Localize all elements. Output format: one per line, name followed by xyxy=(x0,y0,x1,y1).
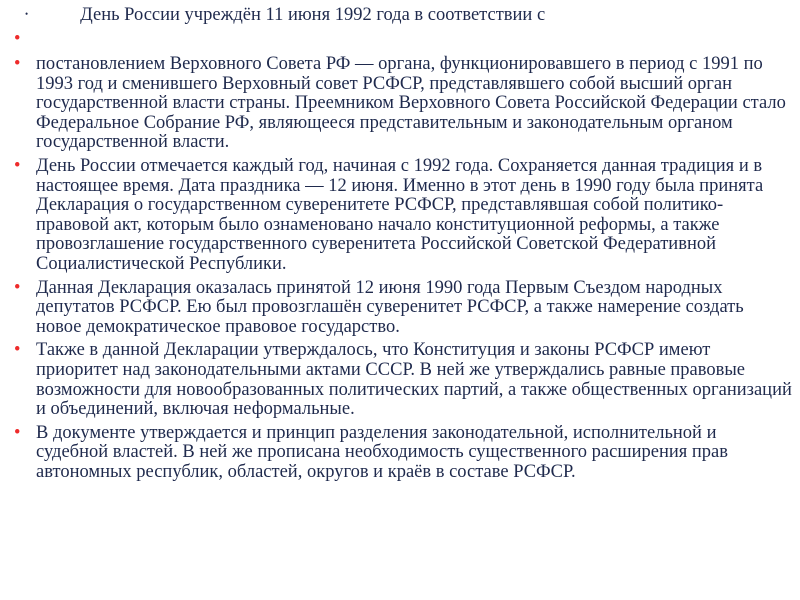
bullet-icon: • xyxy=(14,54,21,74)
small-bullet-icon: • xyxy=(25,9,29,19)
bullet-list xyxy=(14,55,792,486)
bullet-icon: • xyxy=(14,277,21,298)
bullet-icon: • xyxy=(14,340,21,361)
paragraph-text: Данная Декларация оказалась принятой 12 июня 1990 года Первым Съездом народных депутатов РСФСР. Ею был провозглашён суверенитет РСФСР, а также намерение создать новое демократическое правовое государство. xyxy=(36,277,744,337)
paragraph-text: День России отмечается каждый год, начиная с 1992 года. Сохраняется данная традиция и в настоящее время. Дата праздника — 12 июня. Именно в этот день в 1990 году была принята Декларация о государственном суверенитете РСФСР, представлявшая собой политико-правовой акт, которым было ознаменовано начало конституционной реформы, а также провозглашение государственного суверенитета Российской Советской Федеративной Социалистической Республики. xyxy=(36,155,764,274)
bullet-icon: • xyxy=(14,422,21,443)
bullet-icon: • xyxy=(14,155,21,176)
paragraph-text: В документе утверждается и принцип разделения законодательной, исполнительной и судебной властей. В ней же прописана необходимость существенного расширения прав автономных республик, областей, округов и краёв в составе РСФСР. xyxy=(36,422,728,482)
list-item xyxy=(14,55,792,153)
list-item xyxy=(14,157,792,275)
first-line xyxy=(25,3,545,26)
list-item xyxy=(14,279,792,338)
list-item xyxy=(14,341,792,419)
list-item xyxy=(14,424,792,483)
paragraph-text: Также в данной Декларации утверждалось, что Конституция и законы РСФСР имеют приоритет над законодательными актами СССР. В ней же утверждались равные правовые возможности для новообразованных политических партий, а также общественных организаций и объединений, включая неформальные. xyxy=(36,340,792,420)
paragraph-text: постановлением Верховного Совета РФ — органа, функционировавшего в период с 1991 по 1993 год и сменившего Верховный совет РСФСР, представлявшего собой высший орган государственной власти страны. Преемником Верховного Совета Российской Федерации стало Федеральное Собрание РФ, являющееся представительным и законодательным органом государственной власти. xyxy=(36,54,786,153)
empty-bullet-icon: • xyxy=(14,29,21,49)
first-line-text: День России учреждён 11 июня 1992 года в соответствии с xyxy=(80,5,546,25)
